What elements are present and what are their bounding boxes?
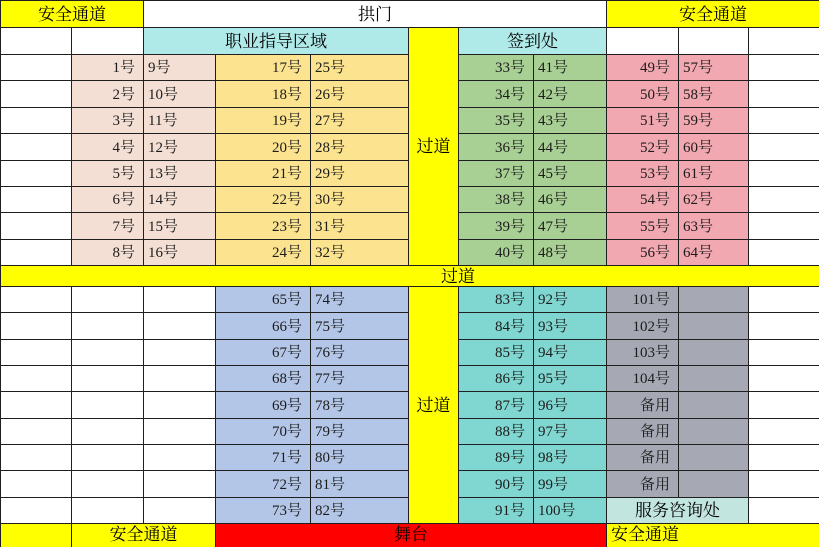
seat-cell: 68号 [216, 366, 311, 392]
seat-cell: 33号 [459, 55, 534, 81]
seat-cell: 86号 [459, 366, 534, 392]
seat-cell: 37号 [459, 161, 534, 187]
seat-cell: 9号 [144, 55, 216, 81]
empty-cell [749, 340, 819, 366]
empty-cell [144, 313, 216, 339]
seat-cell: 39号 [459, 213, 534, 239]
reserve-fill-cell [679, 471, 749, 497]
seat-cell: 8号 [72, 240, 144, 266]
empty-cell [749, 187, 819, 213]
seat-cell: 48号 [534, 240, 607, 266]
seat-cell: 18号 [216, 81, 311, 107]
reserve-cell: 备用 [607, 471, 679, 497]
seat-cell: 36号 [459, 134, 534, 160]
seat-cell: 49号 [607, 55, 679, 81]
seat-cell: 41号 [534, 55, 607, 81]
seat-cell: 67号 [216, 340, 311, 366]
empty-cell [749, 366, 819, 392]
seat-cell: 47号 [534, 213, 607, 239]
seat-cell: 72号 [216, 471, 311, 497]
seat-cell: 21号 [216, 161, 311, 187]
empty-cell [72, 392, 144, 418]
reserve-fill-cell [679, 340, 749, 366]
empty-cell [749, 240, 819, 266]
seat-cell: 10号 [144, 81, 216, 107]
seat-cell: 22号 [216, 187, 311, 213]
empty-cell [72, 313, 144, 339]
seat-cell: 85号 [459, 340, 534, 366]
empty-cell [749, 55, 819, 81]
empty-cell [72, 340, 144, 366]
empty-cell [749, 108, 819, 134]
aisle-middle-horizontal-label: 过道 [1, 266, 819, 287]
seat-cell: 26号 [311, 81, 409, 107]
seat-cell: 46号 [534, 187, 607, 213]
seat-cell: 71号 [216, 445, 311, 471]
empty-cell [72, 366, 144, 392]
seat-cell: 97号 [534, 419, 607, 445]
empty-cell [1, 471, 72, 497]
seat-cell: 82号 [311, 498, 409, 524]
safety-passage-bottom-left-label: 安全通道 [72, 524, 216, 547]
seat-cell: 30号 [311, 187, 409, 213]
empty-cell [72, 498, 144, 524]
empty-cell [144, 366, 216, 392]
empty-cell [749, 471, 819, 497]
seat-cell: 94号 [534, 340, 607, 366]
empty-cell [749, 161, 819, 187]
reserve-fill-cell [679, 287, 749, 313]
seat-cell: 83号 [459, 287, 534, 313]
seat-cell: 81号 [311, 471, 409, 497]
empty-cell [1, 161, 72, 187]
seat-cell: 61号 [679, 161, 749, 187]
empty-cell [1, 392, 72, 418]
seat-cell: 29号 [311, 161, 409, 187]
seat-cell: 56号 [607, 240, 679, 266]
seat-cell: 14号 [144, 187, 216, 213]
seat-cell: 91号 [459, 498, 534, 524]
empty-cell [607, 28, 679, 55]
safety-passage-bottom-left-fill [1, 524, 72, 547]
seat-cell: 69号 [216, 392, 311, 418]
seat-cell: 70号 [216, 419, 311, 445]
empty-cell [749, 287, 819, 313]
empty-cell [749, 213, 819, 239]
seat-cell: 24号 [216, 240, 311, 266]
empty-cell [679, 28, 749, 55]
seat-cell: 15号 [144, 213, 216, 239]
empty-cell [749, 392, 819, 418]
safety-passage-top-left-label: 安全通道 [1, 1, 144, 28]
seat-cell: 99号 [534, 471, 607, 497]
empty-cell [749, 28, 819, 55]
seat-cell: 59号 [679, 108, 749, 134]
reserve-cell: 备用 [607, 445, 679, 471]
seat-cell: 32号 [311, 240, 409, 266]
seat-cell: 45号 [534, 161, 607, 187]
seat-cell: 64号 [679, 240, 749, 266]
reserve-fill-cell [679, 366, 749, 392]
seat-cell: 44号 [534, 134, 607, 160]
empty-cell [72, 419, 144, 445]
empty-cell [144, 340, 216, 366]
seat-cell: 7号 [72, 213, 144, 239]
seat-cell: 102号 [607, 313, 679, 339]
empty-cell [1, 445, 72, 471]
seat-cell: 5号 [72, 161, 144, 187]
safety-passage-top-right-label: 安全通道 [607, 1, 819, 28]
empty-cell [749, 134, 819, 160]
seat-cell: 98号 [534, 445, 607, 471]
aisle-bottom-vertical-label: 过道 [409, 287, 459, 524]
empty-cell [749, 313, 819, 339]
empty-cell [1, 213, 72, 239]
seat-cell: 96号 [534, 392, 607, 418]
seat-cell: 43号 [534, 108, 607, 134]
seat-cell: 78号 [311, 392, 409, 418]
empty-cell [1, 419, 72, 445]
empty-cell [1, 287, 72, 313]
seat-cell: 57号 [679, 55, 749, 81]
seat-cell: 87号 [459, 392, 534, 418]
seat-cell: 2号 [72, 81, 144, 107]
empty-cell [1, 108, 72, 134]
empty-cell [1, 134, 72, 160]
stage-label: 舞台 [216, 524, 607, 547]
safety-passage-bottom-right-label: 安全通道 [607, 524, 819, 547]
seat-cell: 34号 [459, 81, 534, 107]
seat-cell: 54号 [607, 187, 679, 213]
empty-cell [144, 498, 216, 524]
empty-cell [749, 445, 819, 471]
empty-cell [144, 445, 216, 471]
seat-cell: 93号 [534, 313, 607, 339]
empty-cell [749, 498, 819, 524]
seat-cell: 50号 [607, 81, 679, 107]
seat-cell: 31号 [311, 213, 409, 239]
empty-cell [1, 28, 72, 55]
empty-cell [144, 471, 216, 497]
seat-cell: 62号 [679, 187, 749, 213]
seat-cell: 89号 [459, 445, 534, 471]
arch-gate-label: 拱门 [144, 1, 607, 28]
seat-cell: 79号 [311, 419, 409, 445]
empty-cell [72, 287, 144, 313]
seat-cell: 52号 [607, 134, 679, 160]
empty-cell [1, 240, 72, 266]
seat-cell: 60号 [679, 134, 749, 160]
empty-cell [1, 313, 72, 339]
seat-cell: 51号 [607, 108, 679, 134]
reserve-fill-cell [679, 419, 749, 445]
seat-cell: 27号 [311, 108, 409, 134]
aisle-top-vertical-label: 过道 [409, 28, 459, 266]
seat-cell: 88号 [459, 419, 534, 445]
service-consultation-desk-label: 服务咨询处 [607, 498, 749, 524]
empty-cell [1, 55, 72, 81]
empty-cell [1, 81, 72, 107]
reserve-fill-cell [679, 445, 749, 471]
seat-cell: 17号 [216, 55, 311, 81]
seat-cell: 40号 [459, 240, 534, 266]
reserve-cell: 备用 [607, 419, 679, 445]
seat-cell: 92号 [534, 287, 607, 313]
empty-cell [1, 366, 72, 392]
seat-cell: 101号 [607, 287, 679, 313]
seat-cell: 20号 [216, 134, 311, 160]
seat-cell: 42号 [534, 81, 607, 107]
seat-cell: 104号 [607, 366, 679, 392]
empty-cell [72, 471, 144, 497]
seat-cell: 38号 [459, 187, 534, 213]
seat-cell: 1号 [72, 55, 144, 81]
empty-cell [1, 340, 72, 366]
seat-cell: 4号 [72, 134, 144, 160]
seat-cell: 73号 [216, 498, 311, 524]
career-guidance-area-header: 职业指导区域 [144, 28, 409, 55]
seat-cell: 3号 [72, 108, 144, 134]
reserve-fill-cell [679, 392, 749, 418]
seat-cell: 35号 [459, 108, 534, 134]
seat-cell: 103号 [607, 340, 679, 366]
seat-cell: 76号 [311, 340, 409, 366]
seat-cell: 74号 [311, 287, 409, 313]
seat-cell: 84号 [459, 313, 534, 339]
seat-cell: 95号 [534, 366, 607, 392]
empty-cell [72, 445, 144, 471]
seat-cell: 65号 [216, 287, 311, 313]
seat-cell: 55号 [607, 213, 679, 239]
seat-cell: 19号 [216, 108, 311, 134]
seat-cell: 25号 [311, 55, 409, 81]
empty-cell [1, 498, 72, 524]
seat-cell: 75号 [311, 313, 409, 339]
seat-cell: 63号 [679, 213, 749, 239]
seat-cell: 28号 [311, 134, 409, 160]
reserve-cell: 备用 [607, 392, 679, 418]
empty-cell [72, 28, 144, 55]
signin-desk-header: 签到处 [459, 28, 607, 55]
seat-cell: 23号 [216, 213, 311, 239]
empty-cell [1, 187, 72, 213]
seat-cell: 13号 [144, 161, 216, 187]
empty-cell [144, 419, 216, 445]
seat-cell: 80号 [311, 445, 409, 471]
seat-cell: 16号 [144, 240, 216, 266]
seat-cell: 100号 [534, 498, 607, 524]
reserve-fill-cell [679, 313, 749, 339]
seat-cell: 12号 [144, 134, 216, 160]
seat-cell: 11号 [144, 108, 216, 134]
seat-cell: 53号 [607, 161, 679, 187]
seat-cell: 77号 [311, 366, 409, 392]
seat-cell: 90号 [459, 471, 534, 497]
empty-cell [144, 392, 216, 418]
seat-cell: 6号 [72, 187, 144, 213]
seat-cell: 66号 [216, 313, 311, 339]
empty-cell [749, 419, 819, 445]
empty-cell [144, 287, 216, 313]
seat-cell: 58号 [679, 81, 749, 107]
empty-cell [749, 81, 819, 107]
